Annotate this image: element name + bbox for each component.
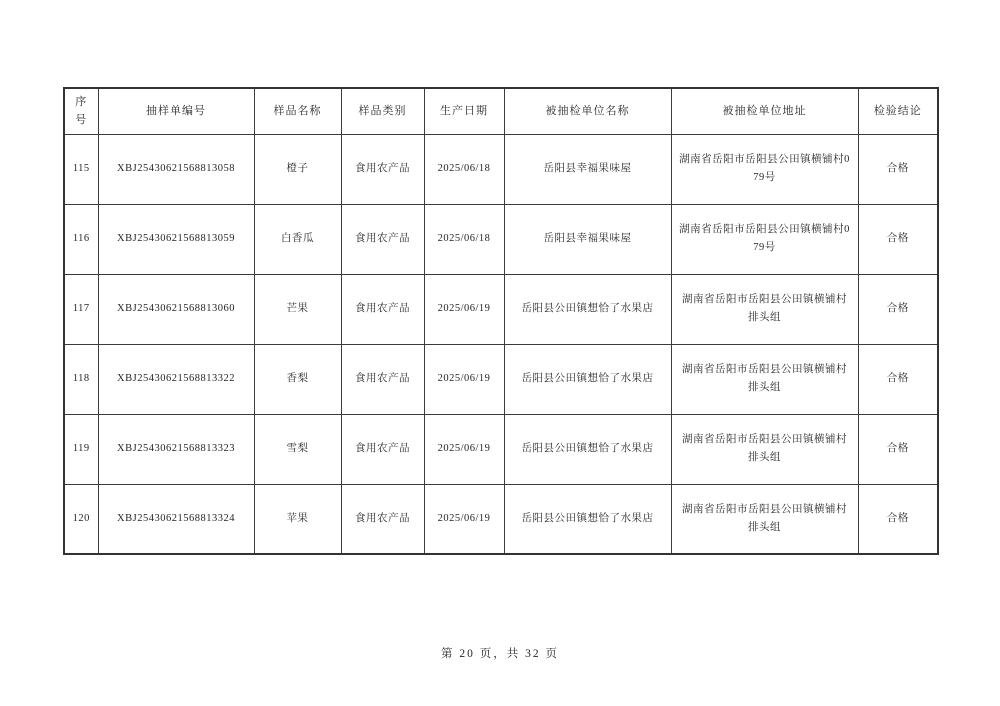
cell-sample-category: 食用农产品 (341, 204, 424, 274)
cell-sample-id: XBJ25430621568813060 (98, 274, 254, 344)
table-header (64, 88, 938, 134)
cell-inspection-result: 合格 (858, 344, 938, 414)
cell-serial-number: 115 (64, 134, 98, 204)
cell-sample-name: 雪梨 (254, 414, 341, 484)
cell-sample-name: 香梨 (254, 344, 341, 414)
header-sample-category: 样品类别 (341, 88, 424, 134)
cell-sample-name: 白香瓜 (254, 204, 341, 274)
table-row (64, 204, 938, 274)
cell-sample-category: 食用农产品 (341, 274, 424, 344)
cell-inspected-unit-address: 湖南省岳阳市岳阳县公田镇横铺村排头组 (671, 414, 858, 484)
cell-sample-category: 食用农产品 (341, 484, 424, 554)
cell-inspected-unit-address: 湖南省岳阳市岳阳县公田镇横铺村排头组 (671, 344, 858, 414)
cell-serial-number: 117 (64, 274, 98, 344)
header-inspected-unit-address: 被抽检单位地址 (671, 88, 858, 134)
inspection-results-table (63, 87, 939, 555)
table-row (64, 134, 938, 204)
cell-production-date: 2025/06/18 (424, 134, 504, 204)
cell-serial-number: 119 (64, 414, 98, 484)
cell-sample-category: 食用农产品 (341, 414, 424, 484)
cell-inspection-result: 合格 (858, 134, 938, 204)
cell-sample-id: XBJ25430621568813323 (98, 414, 254, 484)
cell-sample-name: 橙子 (254, 134, 341, 204)
cell-inspection-result: 合格 (858, 414, 938, 484)
cell-inspection-result: 合格 (858, 484, 938, 554)
header-sample-name: 样品名称 (254, 88, 341, 134)
header-production-date: 生产日期 (424, 88, 504, 134)
cell-inspection-result: 合格 (858, 274, 938, 344)
cell-sample-id: XBJ25430621568813322 (98, 344, 254, 414)
cell-production-date: 2025/06/19 (424, 484, 504, 554)
cell-sample-id: XBJ25430621568813059 (98, 204, 254, 274)
cell-inspected-unit-name: 岳阳县公田镇想恰了水果店 (504, 344, 671, 414)
cell-sample-id: XBJ25430621568813058 (98, 134, 254, 204)
cell-inspection-result: 合格 (858, 204, 938, 274)
cell-sample-category: 食用农产品 (341, 344, 424, 414)
table-body (64, 134, 938, 554)
header-inspected-unit-name: 被抽检单位名称 (504, 88, 671, 134)
header-serial-number: 序号 (64, 88, 98, 134)
cell-production-date: 2025/06/18 (424, 204, 504, 274)
cell-inspected-unit-address: 湖南省岳阳市岳阳县公田镇横铺村079号 (671, 204, 858, 274)
cell-sample-name: 苹果 (254, 484, 341, 554)
cell-production-date: 2025/06/19 (424, 274, 504, 344)
header-inspection-result: 检验结论 (858, 88, 938, 134)
cell-inspected-unit-name: 岳阳县公田镇想恰了水果店 (504, 484, 671, 554)
table-row (64, 344, 938, 414)
cell-serial-number: 116 (64, 204, 98, 274)
cell-production-date: 2025/06/19 (424, 344, 504, 414)
cell-sample-category: 食用农产品 (341, 134, 424, 204)
cell-inspected-unit-name: 岳阳县幸福果味屋 (504, 134, 671, 204)
cell-inspected-unit-name: 岳阳县幸福果味屋 (504, 204, 671, 274)
header-row (64, 88, 938, 134)
cell-inspected-unit-address: 湖南省岳阳市岳阳县公田镇横铺村排头组 (671, 484, 858, 554)
cell-sample-name: 芒果 (254, 274, 341, 344)
table-row (64, 274, 938, 344)
cell-production-date: 2025/06/19 (424, 414, 504, 484)
page-number-footer: 第 20 页，共 32 页 (441, 648, 559, 660)
table-row (64, 484, 938, 554)
header-sample-id: 抽样单编号 (98, 88, 254, 134)
cell-inspected-unit-name: 岳阳县公田镇想恰了水果店 (504, 414, 671, 484)
cell-inspected-unit-address: 湖南省岳阳市岳阳县公田镇横铺村079号 (671, 134, 858, 204)
table-row (64, 414, 938, 484)
cell-inspected-unit-address: 湖南省岳阳市岳阳县公田镇横铺村排头组 (671, 274, 858, 344)
cell-serial-number: 120 (64, 484, 98, 554)
cell-sample-id: XBJ25430621568813324 (98, 484, 254, 554)
cell-inspected-unit-name: 岳阳县公田镇想恰了水果店 (504, 274, 671, 344)
cell-serial-number: 118 (64, 344, 98, 414)
